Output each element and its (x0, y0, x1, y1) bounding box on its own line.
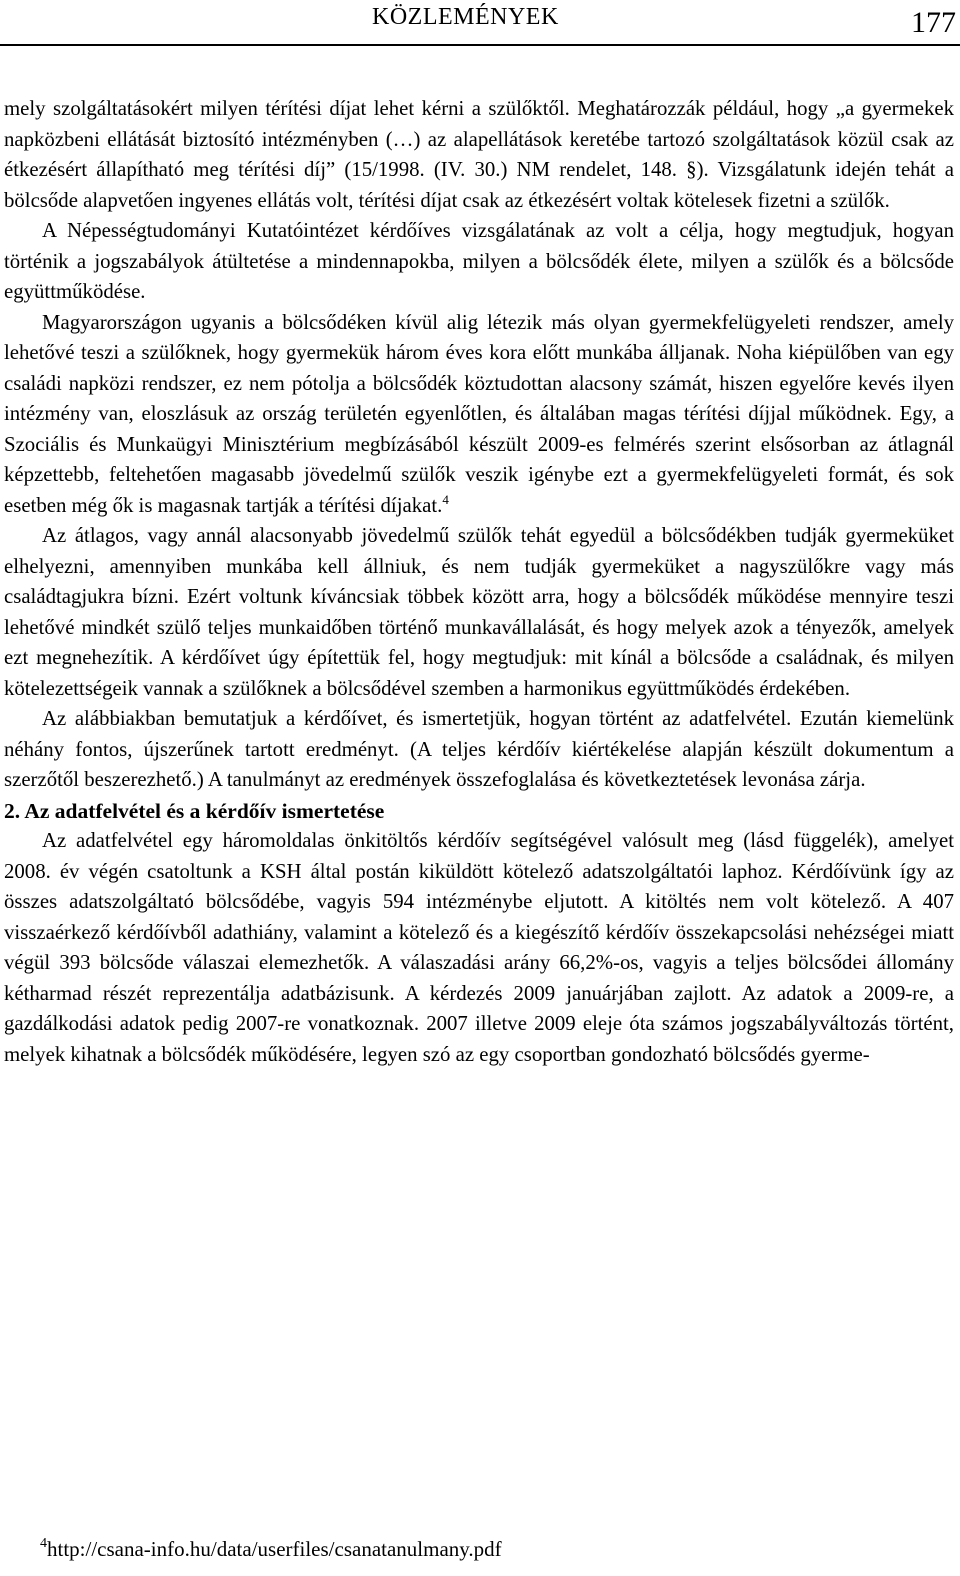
running-head: KÖZLEMÉNYEK (372, 4, 559, 30)
paragraph-3-text: Magyarországon ugyanis a bölcsődéken kívül alig létezik más olyan gyermekfelügyeleti rendszer, amely lehetővé teszi a szülőknek, hogy gyermekük három éves kora előtt munkába álljanak. Noha kiépülőben van egy családi napközi rendszer, ez nem pótolja a bölcsődék köztudottan alacsony számát, hiszen egyelőre kevés ilyen intézmény van, eloszlásuk az ország területén egyenlőtlen, és általában magas térítési díjjal működnek. Egy, a Szociális és Munkaügyi Minisztérium megbízásából készült 2009-es felmérés szerint elsősorban az átlagnál képzettebb, feltehetően magasabb jövedelmű szülők veszik igénybe ezt a gyermekfelügyeleti formát, és sok esetben még ők is magasnak tartják a térítési díjakat. (4, 310, 954, 517)
section-paragraph-1: Az adatfelvétel egy háromoldalas önkitöltős kérdőív segítségével valósult meg (lásd függelék), amelyet 2008. év végén csatoltunk a KSH által postán kiküldött kötelező adatszolgáltatói laphoz. Kérdőívünk így az összes adatszolgáltató bölcsődébe, vagyis 594 intézménybe eljutott. A kitöltés nem volt kötelező. A 407 visszaérkező kérdőívből adathiány, valamint a kötelező és a kiegészítő kérdőív összekapcsolási nehézségei miatt végül 393 bölcsőde válaszai elemezhetők. A válaszadási arány 66,2%-os, vagyis a teljes bölcsődei állomány kétharmad részét reprezentálja adatbázisunk. A kérdezés 2009 januárjában zajlott. Az adatok a 2009-re, a gazdálkodási adatok pedig 2007-re vonatkoznak. 2007 illetve 2009 eleje óta számos jogszabályváltozás történt, melyek kihatnak a bölcsődék működésére, legyen szó az egy csoportban gondozható bölcsődés gyerme- (4, 829, 954, 1066)
page-header (0, 2, 960, 42)
paragraph-1: mely szolgáltatásokért milyen térítési díjat lehet kérni a szülőktől. Meghatározzák például, hogy „a gyermekek napközbeni ellátását biztosító intézményben (…) az alapellátások keretébe tartozó szolgáltatások közül csak az étkezésért állapítható meg térítési díj” (15/1998. (IV. 30.) NM rendelet, 148. §). Vizsgálatunk idején tehát a bölcsőde alapvetően ingyenes ellátás volt, térítési díjat csak az étkezésért voltak kötelesek fizetni a szülők. (4, 97, 954, 212)
footnote-reference[interactable]: 4 (442, 491, 449, 507)
page-number: 177 (911, 6, 956, 39)
section-heading: 2. Az adatfelvétel és a kérdőív ismertetése (4, 798, 385, 823)
body-text (4, 94, 954, 1070)
footnote (40, 1536, 502, 1562)
footnote-marker: 4 (40, 1536, 47, 1551)
header-rule (0, 44, 960, 46)
paragraph-2: A Népességtudományi Kutatóintézet kérdőíves vizsgálatának az volt a célja, hogy megtudjuk, hogyan történik a jogszabályok átültetése a mindennapokba, milyen a bölcsődék élete, milyen a szülők és a bölcsőde együttműködése. (4, 219, 954, 303)
paragraph-3 (4, 308, 954, 522)
paragraph-4: Az átlagos, vagy annál alacsonyabb jövedelmű szülők tehát egyedül a bölcsődékben tudják gyermeküket elhelyezni, amennyiben munkába kell állniuk, és nem tudják gyermeküket a nagyszülőkre vagy más családtagjukra bízni. Ezért voltunk kíváncsiak többek között arra, hogy a bölcsődék működése mennyire teszi lehetővé mindkét szülő teljes munkaidőben történő munkavállalását, és hogy melyek azok a tényezők, amelyek ezt megnehezítik. A kérdőívet úgy építettük fel, hogy megtudjuk: mit kínál a bölcsőde a családnak, és milyen kötelezettségeik vannak a szülőknek a bölcsődével szemben a harmonikus együttműködés érdekében. (4, 524, 954, 700)
footnote-link[interactable]: http://csana-info.hu/data/userfiles/csanatanulmany.pdf (47, 1537, 502, 1561)
paragraph-5: Az alábbiakban bemutatjuk a kérdőívet, és ismertetjük, hogyan történt az adatfelvétel. Ezután kiemelünk néhány fontos, újszerűnek tartott eredményt. (A teljes kérdőív kiértékelése alapján készült dokumentum a szerzőtől beszerezhető.) A tanulmányt az eredmények összefoglalása és következtetések levonása zárja. (4, 707, 954, 791)
